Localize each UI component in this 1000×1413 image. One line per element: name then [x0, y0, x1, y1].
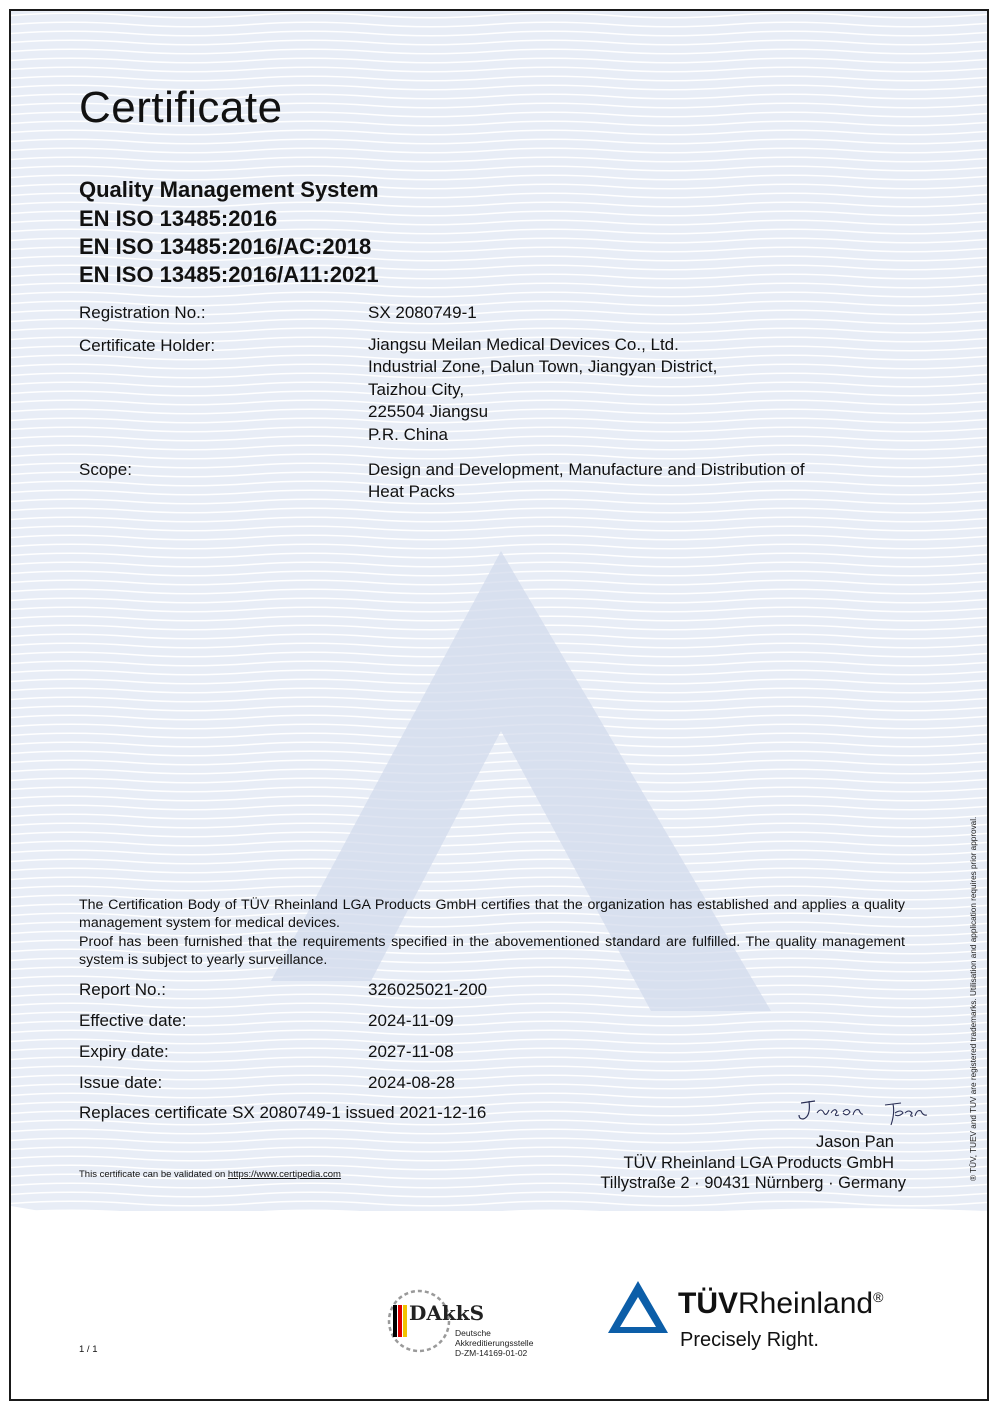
validation-note [79, 1169, 341, 1180]
signatory-name: Jason Pan [816, 1133, 894, 1151]
holder-address [368, 334, 717, 446]
expiry-date-label: Expiry date: [79, 1042, 169, 1061]
effective-date-label: Effective date: [79, 1011, 187, 1030]
certification-statement [79, 896, 905, 969]
tuv-tagline: Precisely Right. [680, 1329, 819, 1351]
certificate-page [9, 9, 989, 1401]
report-label: Report No.: [79, 980, 166, 999]
dakks-name: DAkkS [409, 1301, 485, 1325]
scope-line: Heat Packs [368, 482, 455, 502]
dakks-logo [385, 1283, 565, 1367]
dakks-line: Deutsche [455, 1328, 491, 1338]
effective-date-value: 2024-11-09 [368, 1011, 454, 1030]
holder-line: 225504 Jiangsu [368, 402, 489, 422]
scope-line: Design and Development, Manufacture and Distribution of [368, 460, 805, 479]
tuv-registered-mark: ® [873, 1289, 884, 1305]
registration-label: Registration No.: [79, 303, 206, 322]
page-number: 1 / 1 [79, 1344, 98, 1355]
signature [793, 1095, 943, 1129]
dakks-text [455, 1328, 533, 1358]
issue-date-label: Issue date: [79, 1073, 163, 1092]
tuv-brand [678, 1287, 883, 1321]
registration-value: SX 2080749-1 [368, 303, 477, 322]
dakks-code: D-ZM-14169-01-02 [455, 1348, 528, 1358]
report-value: 326025021-200 [368, 980, 488, 999]
replaces-statement: Replaces certificate SX 2080749-1 issued 2021-12-16 [79, 1103, 487, 1122]
dakks-line: Akkreditierungsstelle [455, 1338, 534, 1348]
tuv-brand-bold: TÜV [678, 1287, 738, 1320]
expiry-date-value: 2027-11-08 [368, 1042, 454, 1061]
scope-value [368, 459, 805, 504]
certipedia-link[interactable]: https://www.certipedia.com [227, 1169, 341, 1180]
standard-heading: Quality Management System [79, 177, 379, 202]
issue-date-value: 2024-08-28 [368, 1073, 455, 1092]
trademark-side-note: ® TÜV, TUEV and TUV are registered trademarks. Utilisation and application requires prior approval. [969, 816, 978, 1181]
validation-text: This certificate can be validated on [79, 1169, 226, 1180]
signatory-address: Tillystraße 2 · 90431 Nürnberg · Germany [600, 1174, 906, 1192]
statement-paragraph: The Certification Body of TÜV Rheinland LGA Products GmbH certifies that the organization has established and applies a quality management system for medical devices. [79, 897, 905, 932]
holder-line: Industrial Zone, Dalun Town, Jiangyan District, [368, 357, 718, 377]
statement-paragraph: Proof has been furnished that the requirements specified in the abovementioned standard are fulfilled. The quality management system is subject to yearly surveillance. [79, 933, 905, 968]
certificate-title: Certificate [79, 83, 283, 132]
tuv-rheinland-logo [606, 1279, 936, 1369]
holder-line: Taizhou City, [368, 379, 465, 399]
scope-label: Scope: [79, 460, 132, 479]
holder-label: Certificate Holder: [79, 336, 216, 355]
tuv-brand-regular: Rheinland [738, 1287, 874, 1320]
standard-iso-13485-ac: EN ISO 13485:2016/AC:2018 [79, 234, 372, 259]
standard-iso-13485-a11: EN ISO 13485:2016/A11:2021 [79, 262, 379, 287]
holder-line: P.R. China [368, 424, 449, 444]
signatory-company: TÜV Rheinland LGA Products GmbH [623, 1154, 894, 1172]
standard-iso-13485: EN ISO 13485:2016 [79, 206, 278, 231]
tuv-triangle-icon [606, 1279, 670, 1335]
holder-line: Jiangsu Meilan Medical Devices Co., Ltd. [368, 335, 679, 354]
